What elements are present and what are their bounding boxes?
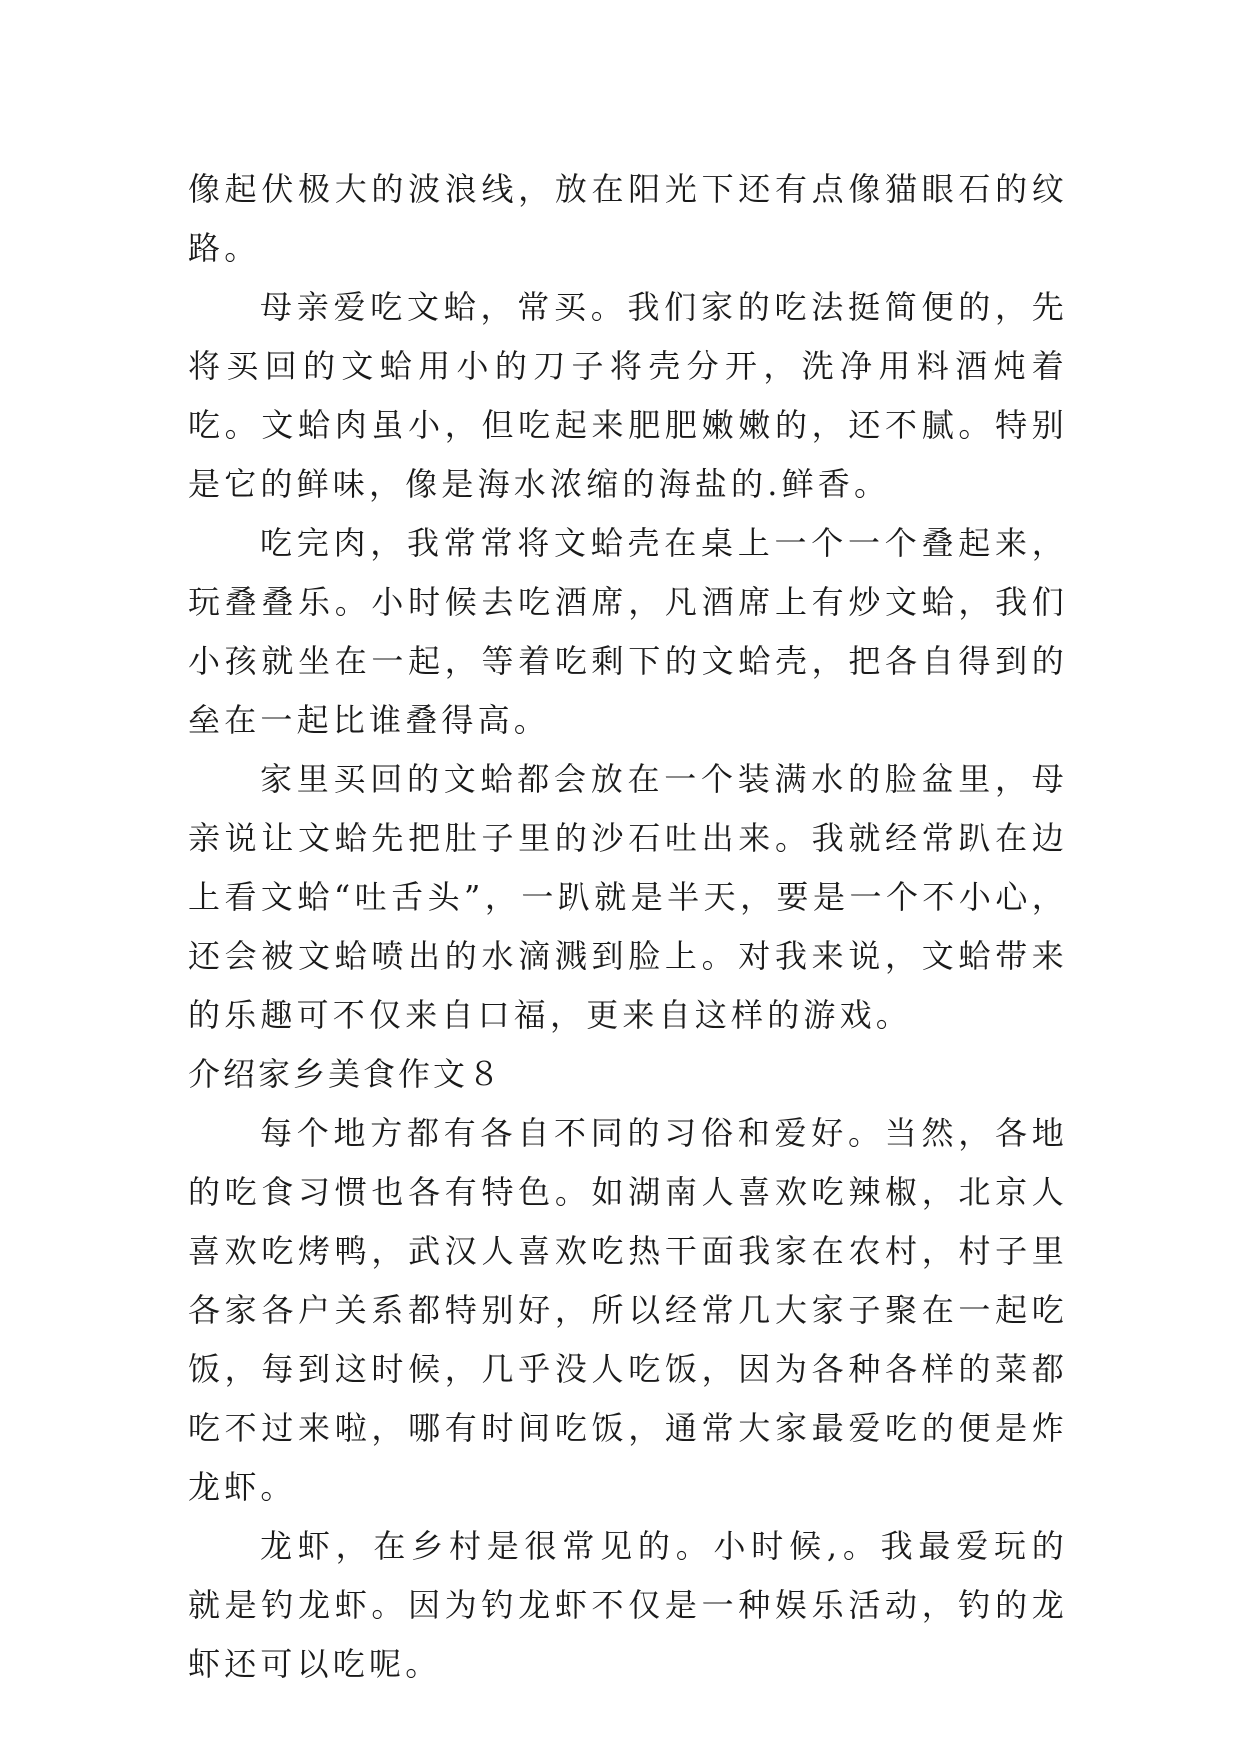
paragraph: 母亲爱吃文蛤，常买。我们家的吃法挺简便的，先将买回的文蛤用小的刀子将壳分开，洗净用料酒炖着吃。文蛤肉虽小，但吃起来肥肥嫩嫩的，还不腻。特别是它的鲜味，像是海水浓缩的海盐的.鲜香。 xyxy=(188,288,1068,503)
paragraph-continuation: 像起伏极大的波浪线，放在阳光下还有点像猫眼石的纹路。 xyxy=(188,170,1068,267)
section-heading: 介绍家乡美食作文８ xyxy=(188,1055,504,1093)
paragraph: 吃完肉，我常常将文蛤壳在桌上一个一个叠起来，玩叠叠乐。小时候去吃酒席，凡酒席上有炒文蛤，我们小孩就坐在一起，等着吃剩下的文蛤壳，把各自得到的垒在一起比谁叠得高。 xyxy=(188,524,1068,739)
paragraph: 家里买回的文蛤都会放在一个装满水的脸盆里，母亲说让文蛤先把肚子里的沙石吐出来。我就经常趴在边上看文蛤“吐舌头”，一趴就是半天，要是一个不小心，还会被文蛤喷出的水滴溅到脸上。对我来说，文蛤带来的乐趣可不仅来自口福，更来自这样的游戏。 xyxy=(188,760,1068,1034)
paragraph: 龙虾，在乡村是很常见的。小时候,。我最爱玩的就是钓龙虾。因为钓龙虾不仅是一种娱乐活动，钓的龙虾还可以吃呢。 xyxy=(188,1527,1068,1683)
document-body xyxy=(188,160,1068,1694)
paragraph: 每个地方都有各自不同的习俗和爱好。当然，各地的吃食习惯也各有特色。如湖南人喜欢吃辣椒，北京人喜欢吃烤鸭，武汉人喜欢吃热干面我家在农村，村子里各家各户关系都特别好，所以经常几大家子聚在一起吃饭，每到这时候，几乎没人吃饭，因为各种各样的菜都吃不过来啦，哪有时间吃饭，通常大家最爱吃的便是炸龙虾。 xyxy=(188,1114,1068,1506)
